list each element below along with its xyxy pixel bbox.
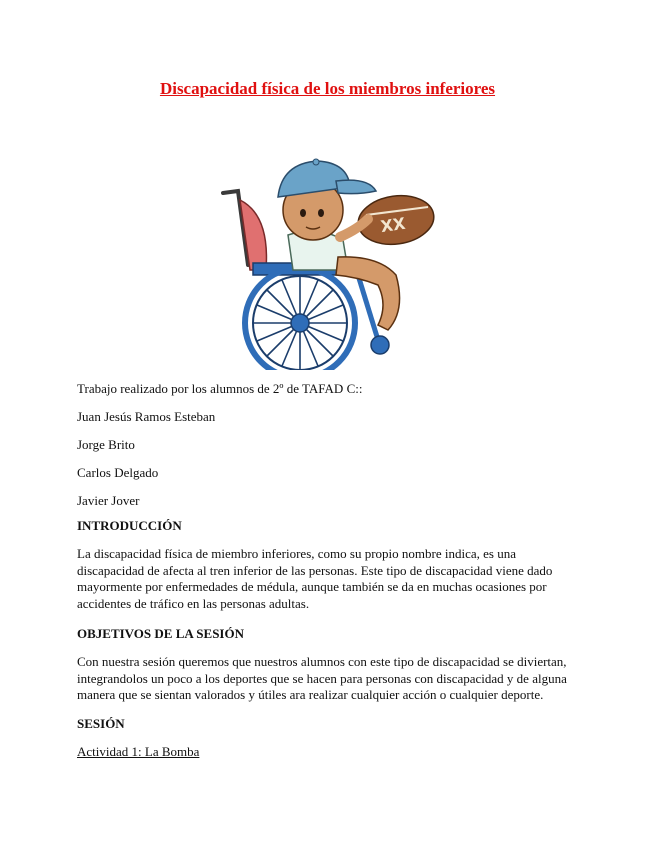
objectives-heading: OBJETIVOS DE LA SESIÓN: [77, 626, 244, 641]
objectives-body: Con nuestra sesión queremos que nuestros alumnos con este tipo de discapacidad se diviertan, integrandolos un poco a los deportes que se hacen para personas con discapacidad y de alguna manera que se sientan valorados y útiles ara realizar cualquier acción o cualquier deporte.: [77, 654, 567, 702]
football-text: XX: [379, 213, 407, 237]
page-title: Discapacidad física de los miembros inferiores: [159, 79, 496, 98]
author-4: Javier Jover: [77, 493, 140, 508]
intro-line: Trabajo realizado por los alumnos de 2º de TAFAD C::: [77, 381, 363, 396]
author-1: Juan Jesús Ramos Esteban: [77, 409, 216, 424]
intro-heading: INTRODUCCIÓN: [77, 518, 182, 533]
activity-1-link[interactable]: Actividad 1: La Bomba: [77, 744, 200, 759]
author-2: Jorge Brito: [77, 437, 135, 452]
author-3: Carlos Delgado: [77, 465, 159, 480]
intro-body: La discapacidad física de miembro inferiores, como su propio nombre indica, es una discapacidad de afecta al tren inferior de las personas. Este tipo de discapacidad viene dado mayormente por enfermedades de médula, aunque también se da en muchas ocasiones por accidentes de tráfico en las personas adultas.: [77, 546, 553, 611]
wheelchair-child-football-icon: [218, 145, 443, 370]
session-heading: SESIÓN: [77, 716, 125, 731]
